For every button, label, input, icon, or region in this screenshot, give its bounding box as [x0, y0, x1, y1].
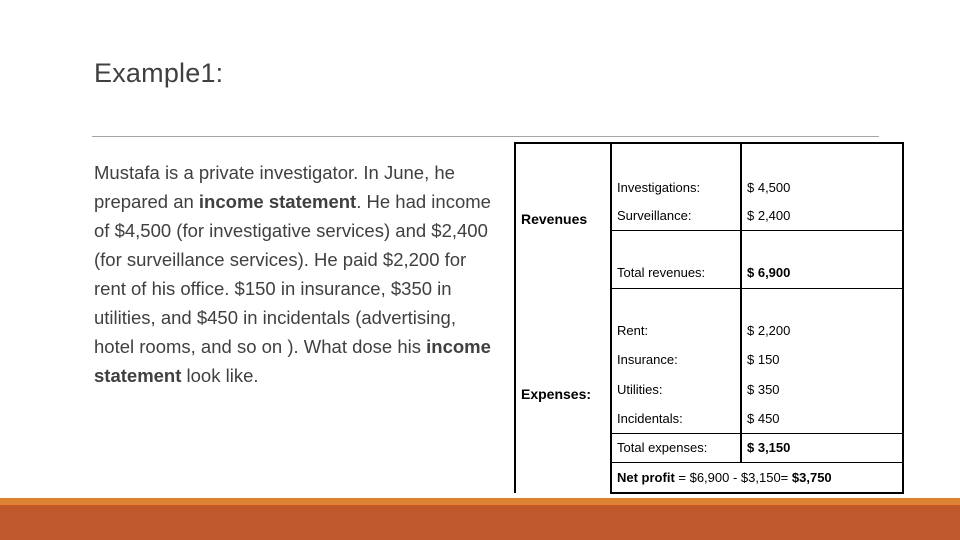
total-revenues-amount: $ 6,900: [741, 258, 903, 288]
expense-label: Incidentals:: [611, 404, 741, 433]
net-profit-calc: = $6,900 - $3,150=: [674, 469, 792, 485]
text-part-3: look like.: [181, 365, 259, 386]
revenue-amount: $ 4,500: [741, 173, 903, 201]
text-emphasis-income-statement-2: income statement: [94, 336, 491, 386]
problem-text: [94, 158, 499, 390]
total-expenses-amount: $ 3,150: [741, 433, 903, 462]
expense-label: Utilities:: [611, 374, 741, 404]
footer-bar: [0, 505, 960, 540]
total-expenses-label: Total expenses:: [611, 433, 741, 462]
total-revenues-label: Total revenues:: [611, 258, 741, 288]
revenue-label: Investigations:: [611, 173, 741, 201]
table-row: [515, 288, 903, 315]
income-statement-table: [514, 142, 904, 494]
expense-amount: $ 350: [741, 374, 903, 404]
expenses-heading: Expenses:: [515, 288, 611, 493]
revenues-heading: Revenues: [515, 143, 611, 288]
title-divider: [92, 136, 879, 137]
footer-accent-bar: [0, 498, 960, 505]
net-profit-line: [611, 462, 903, 493]
net-profit-label: Net profit: [617, 469, 675, 485]
table-row: [515, 143, 903, 173]
expense-amount: $ 2,200: [741, 315, 903, 345]
net-profit-value: $3,750: [791, 469, 832, 485]
expense-amount: $ 150: [741, 345, 903, 374]
text-part-1: Mustafa is a private investigator. In June, he prepared an: [94, 162, 455, 212]
text-emphasis-income-statement: income statement: [198, 191, 357, 212]
expense-label: Insurance:: [611, 345, 741, 374]
text-part-2: . He had income of $4,500 (for investigative services) and $2,400 (for surveillance services). He paid $2,200 for rent of his office. $150 in insurance, $350 in utilities, and $450 in incidentals (advertising, hotel rooms, and so on ). What dose his: [94, 191, 491, 357]
slide-title: Example1:: [94, 58, 224, 88]
revenue-label: Surveillance:: [611, 201, 741, 230]
expense-amount: $ 450: [741, 404, 903, 433]
expense-label: Rent:: [611, 315, 741, 345]
revenue-amount: $ 2,400: [741, 201, 903, 230]
